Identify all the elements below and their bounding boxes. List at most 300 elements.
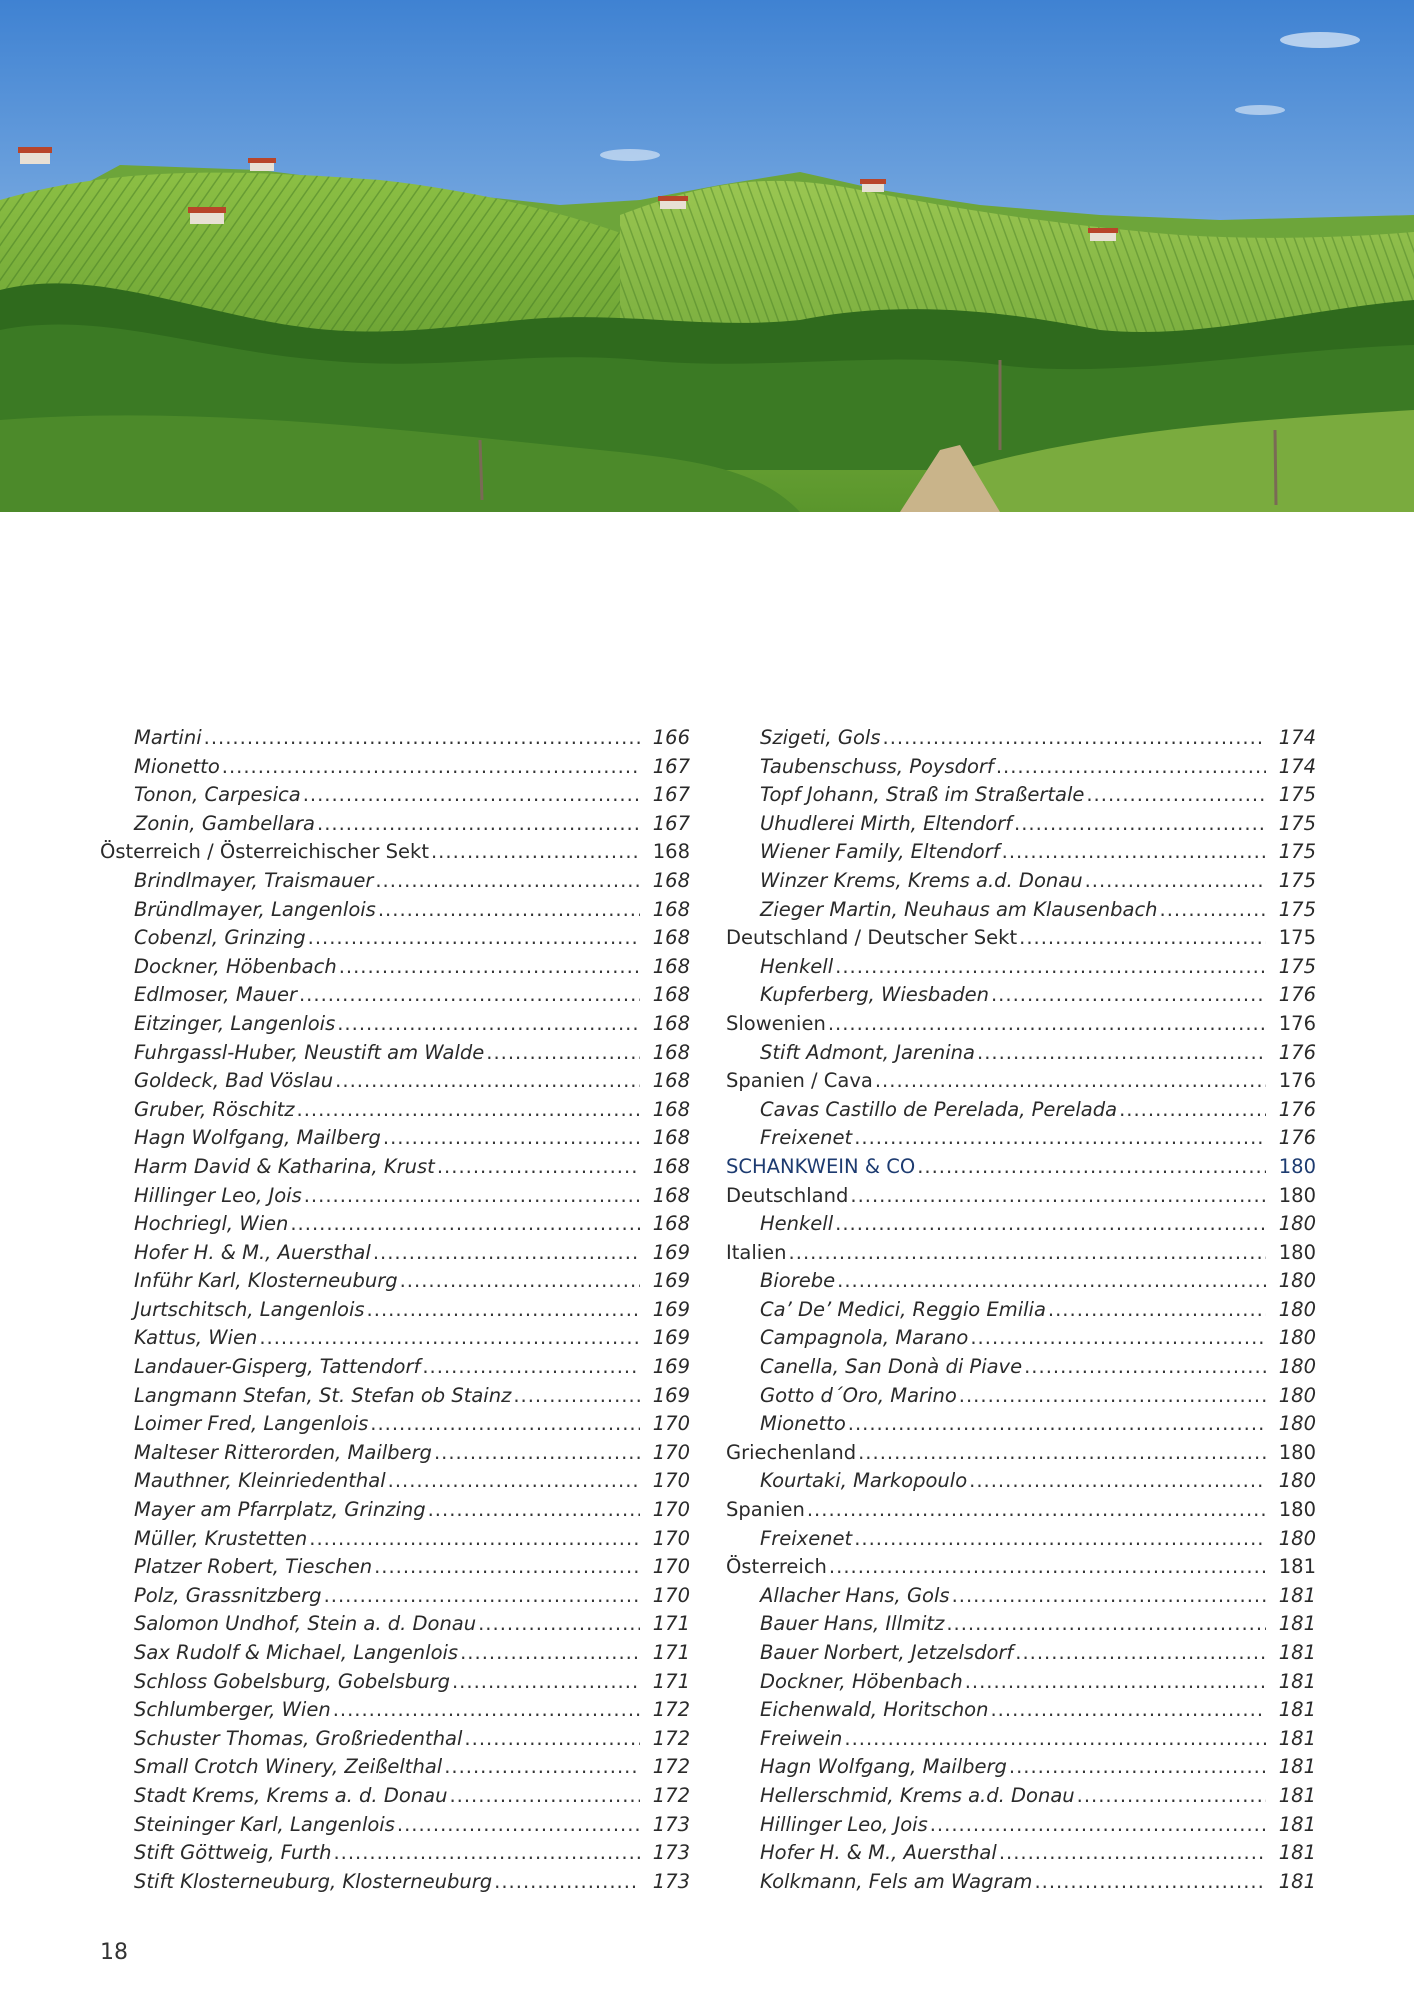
index-entry-page: 168 — [652, 1212, 690, 1236]
index-entry — [100, 1553, 690, 1582]
dot-leader — [324, 1582, 640, 1611]
index-entry — [100, 1811, 690, 1840]
index-entry-page: 167 — [652, 811, 690, 835]
index-entry-page: 176 — [1278, 1126, 1316, 1150]
index-entry — [726, 896, 1316, 925]
dot-leader — [1048, 1296, 1266, 1325]
index-entry-label: Henkell — [760, 1212, 834, 1236]
index-entry-page: 176 — [1278, 1097, 1316, 1121]
index-entry-label: Campagnola, Marano — [760, 1326, 969, 1350]
index-entry — [726, 1296, 1316, 1325]
dot-leader — [222, 753, 640, 782]
index-entry — [100, 867, 690, 896]
dot-leader — [1077, 1782, 1266, 1811]
index-entry-page: 169 — [652, 1240, 690, 1264]
index-entry — [100, 1696, 690, 1725]
index-entry — [100, 1267, 690, 1296]
index-entry-label: Hagn Wolfgang, Mailberg — [134, 1126, 381, 1150]
index-entry-label: Österreich — [726, 1555, 827, 1579]
dot-leader — [848, 1410, 1266, 1439]
index-entry — [100, 1639, 690, 1668]
index-entry-label: SCHANKWEIN & CO — [726, 1154, 916, 1178]
index-entry-page: 168 — [652, 1183, 690, 1207]
index-entry — [100, 1210, 690, 1239]
dot-leader — [1086, 781, 1266, 810]
index-entry — [726, 1525, 1316, 1554]
index-entry-label: Bauer Hans, Illmitz — [760, 1612, 945, 1636]
index-entry — [100, 1782, 690, 1811]
index-column-left — [100, 724, 690, 1896]
dot-leader — [789, 1239, 1266, 1268]
index-entry-page: 180 — [1278, 1469, 1316, 1493]
index-entry-page: 170 — [652, 1583, 690, 1607]
index-entry-label: Goldeck, Bad Vöslau — [134, 1069, 334, 1093]
dot-leader — [1015, 1639, 1266, 1668]
index-entry — [100, 1096, 690, 1125]
index-entry-page: 180 — [1278, 1212, 1316, 1236]
index-entry-label: Zieger Martin, Neuhaus am Klausenbach — [760, 897, 1158, 921]
index-entry-page: 166 — [652, 726, 690, 749]
index-entry-label: Winzer Krems, Krems a.d. Donau — [760, 868, 1083, 892]
dot-leader — [930, 1811, 1266, 1840]
index-entry — [726, 1868, 1316, 1897]
index-entry-label: Freixenet — [760, 1126, 853, 1150]
dot-leader — [383, 1124, 640, 1153]
vineyard-landscape-photo — [0, 0, 1414, 512]
index-entry-page: 169 — [652, 1269, 690, 1293]
index-entry-page: 175 — [1278, 783, 1316, 807]
index-entry-label: Szigeti, Gols — [760, 726, 881, 749]
index-entry-page: 168 — [652, 897, 690, 921]
dot-leader — [375, 867, 640, 896]
dot-leader — [428, 1496, 640, 1525]
dot-leader — [333, 1696, 640, 1725]
index-entry-label: Stift Klosterneuburg, Klosterneuburg — [134, 1869, 493, 1893]
dot-leader — [917, 1153, 1266, 1182]
index-entry-page: 181 — [1278, 1612, 1316, 1636]
index-entry-label: Eichenwald, Horitschon — [760, 1698, 989, 1722]
index-entry-label: Wiener Family, Eltendorf — [760, 840, 1000, 864]
index-entry-page: 180 — [1278, 1183, 1316, 1207]
index-entry-label: Canella, San Donà di Piave — [760, 1355, 1023, 1379]
index-entry — [100, 1410, 690, 1439]
index-entry — [100, 1725, 690, 1754]
index-entry — [100, 953, 690, 982]
index-entry-label: Hillinger Leo, Jois — [760, 1812, 928, 1836]
dot-leader — [437, 1153, 640, 1182]
index-entry-label: Ca’ De’ Medici, Reggio Emilia — [760, 1297, 1046, 1321]
dot-leader — [1085, 867, 1266, 896]
index-entry — [726, 1382, 1316, 1411]
index-entry-page: 171 — [652, 1641, 690, 1664]
index-entry — [726, 1839, 1316, 1868]
dot-leader — [835, 953, 1266, 982]
index-entry — [100, 1839, 690, 1868]
index-entry-page: 170 — [652, 1440, 690, 1464]
index-entry — [100, 1296, 690, 1325]
dot-leader — [858, 1439, 1266, 1468]
index-entry-label: Freixenet — [760, 1526, 853, 1550]
index-entry — [726, 1668, 1316, 1697]
dot-leader — [434, 1439, 640, 1468]
index-entry — [726, 1124, 1316, 1153]
index-entry-page: 168 — [652, 1011, 690, 1035]
dot-leader — [449, 1782, 640, 1811]
index-entry — [726, 924, 1316, 953]
index-entry — [100, 1182, 690, 1211]
index-entry-page: 172 — [652, 1698, 690, 1722]
index-entry — [726, 953, 1316, 982]
index-entry — [726, 753, 1316, 782]
index-entry — [100, 1324, 690, 1353]
index-entry-label: Steininger Karl, Langenlois — [134, 1812, 395, 1836]
index-entry-page: 176 — [1278, 1011, 1316, 1035]
index-entry — [726, 1182, 1316, 1211]
index-entry-page: 168 — [652, 1126, 690, 1150]
index-entry-page: 169 — [652, 1297, 690, 1321]
index-entry — [100, 1868, 690, 1897]
dot-leader — [304, 1182, 640, 1211]
index-entry-page: 181 — [1278, 1669, 1316, 1693]
index-entry-label: Mionetto — [134, 754, 220, 778]
index-entry-page: 175 — [1278, 868, 1316, 892]
index-entry-page: 168 — [652, 1069, 690, 1093]
dot-leader — [374, 1553, 640, 1582]
index-entry-label: Platzer Robert, Tieschen — [134, 1555, 373, 1579]
dot-leader — [388, 1467, 640, 1496]
index-entry — [100, 724, 690, 753]
index-entry-page: 168 — [652, 983, 690, 1007]
index-entry-page: 181 — [1278, 1583, 1316, 1607]
index-entry — [100, 753, 690, 782]
dot-leader — [452, 1668, 640, 1697]
index-entry-label: Schloss Gobelsburg, Gobelsburg — [134, 1669, 450, 1693]
index-entry-page: 180 — [1278, 1498, 1316, 1522]
dot-leader — [1019, 924, 1266, 953]
index-entry — [100, 924, 690, 953]
index-entry-label: Martini — [134, 726, 202, 749]
index-entry — [726, 724, 1316, 753]
index-entry — [100, 1525, 690, 1554]
index-entry — [100, 1382, 690, 1411]
index-entry — [726, 1610, 1316, 1639]
index-entry — [100, 1668, 690, 1697]
index-entry-label: Deutschland — [726, 1183, 849, 1207]
index-entry-label: Hagn Wolfgang, Mailberg — [760, 1755, 1007, 1779]
index-entry-label: Schlumberger, Wien — [134, 1698, 331, 1722]
index-entry-page: 169 — [652, 1326, 690, 1350]
dot-leader — [444, 1753, 640, 1782]
index-entry-page: 181 — [1278, 1641, 1316, 1664]
index-entry-label: Langmann Stefan, St. Stefan ob Stainz — [134, 1383, 512, 1407]
dot-leader — [431, 838, 640, 867]
index-entry-label: Jurtschitsch, Langenlois — [134, 1297, 365, 1321]
index-entry — [100, 810, 690, 839]
dot-leader — [1034, 1868, 1266, 1897]
dot-leader — [959, 1382, 1266, 1411]
index-entry-label: Spanien — [726, 1498, 805, 1522]
index-entry-page: 174 — [1278, 754, 1316, 778]
index-entry — [726, 1782, 1316, 1811]
landscape-illustration — [0, 0, 1414, 512]
index-entry-page: 175 — [1278, 840, 1316, 864]
index-entry-label: Kolkmann, Fels am Wagram — [760, 1869, 1033, 1893]
dot-leader — [303, 781, 640, 810]
index-entry-label: Loimer Fred, Langenlois — [134, 1412, 369, 1436]
index-entry — [100, 1067, 690, 1096]
index-entry-page: 176 — [1278, 1069, 1316, 1093]
index-entry-page: 168 — [652, 926, 690, 950]
index-entry-page: 172 — [652, 1783, 690, 1807]
index-entry — [726, 1096, 1316, 1125]
dot-leader — [952, 1582, 1266, 1611]
index-entry-label: Salomon Undhof, Stein a. d. Donau — [134, 1612, 477, 1636]
index-entry — [726, 1753, 1316, 1782]
index-entry-label: Stift Admont, Jarenina — [760, 1040, 975, 1064]
index-entry-page: 180 — [1278, 1240, 1316, 1264]
index-entry-label: Allacher Hans, Gols — [760, 1583, 950, 1607]
index-entry — [726, 867, 1316, 896]
index-entry-label: Malteser Ritterorden, Mailberg — [134, 1440, 432, 1464]
dot-leader — [1002, 838, 1266, 867]
dot-leader — [422, 1353, 640, 1382]
index-entry-page: 171 — [652, 1669, 690, 1693]
index-entry — [100, 1010, 690, 1039]
index-entry-label: Slowenien — [726, 1011, 826, 1035]
index-entry-page: 173 — [652, 1841, 690, 1865]
index-entry — [726, 1811, 1316, 1840]
dot-leader — [308, 924, 640, 953]
index-entry-label: Polz, Grassnitzberg — [134, 1583, 322, 1607]
index-entry — [726, 1553, 1316, 1582]
dot-leader — [969, 1467, 1266, 1496]
index-entry-page: 175 — [1278, 926, 1316, 950]
dot-leader — [373, 1239, 640, 1268]
index-entry — [100, 981, 690, 1010]
index-entry — [726, 1324, 1316, 1353]
index-entry-page: 181 — [1278, 1812, 1316, 1836]
index-entry-page: 180 — [1278, 1297, 1316, 1321]
index-entry-page: 175 — [1278, 811, 1316, 835]
dot-leader — [970, 1324, 1266, 1353]
index-entry-page: 173 — [652, 1869, 690, 1893]
index-entry — [100, 1496, 690, 1525]
index-entry-label: Brindlmayer, Traismauer — [134, 868, 374, 892]
index-entry — [100, 1753, 690, 1782]
index-entry-page: 181 — [1278, 1726, 1316, 1750]
dot-leader — [837, 1267, 1266, 1296]
index-entry-page: 180 — [1278, 1440, 1316, 1464]
index-entry-page: 181 — [1278, 1783, 1316, 1807]
dot-leader — [204, 724, 640, 753]
index-entry-label: Schuster Thomas, Großriedenthal — [134, 1726, 463, 1750]
index-entry-page: 175 — [1278, 954, 1316, 978]
index-entry-page: 180 — [1278, 1383, 1316, 1407]
index-entry-label: Gruber, Röschitz — [134, 1097, 295, 1121]
index-entry-page: 171 — [652, 1612, 690, 1636]
index-entry — [726, 1039, 1316, 1068]
dot-leader — [946, 1610, 1266, 1639]
index-entry-page: 172 — [652, 1755, 690, 1779]
index-entry-page: 168 — [652, 1154, 690, 1178]
index-entry-page: 170 — [652, 1555, 690, 1579]
index-entry-page: 176 — [1278, 1040, 1316, 1064]
index-entry-page: 181 — [1278, 1555, 1316, 1579]
index-entry-label: Dockner, Höbenbach — [760, 1669, 963, 1693]
index-entry-label: Henkell — [760, 954, 834, 978]
index-entry-label: Sax Rudolf & Michael, Langenlois — [134, 1641, 459, 1664]
index-entry-label: Stift Göttweig, Furth — [134, 1841, 332, 1865]
index-entry — [100, 1610, 690, 1639]
index-entry-label: Gotto d´Oro, Marino — [760, 1383, 957, 1407]
index-entry-page: 172 — [652, 1726, 690, 1750]
index-column-right — [726, 724, 1316, 1896]
dot-leader — [299, 981, 640, 1010]
dot-leader — [397, 1811, 640, 1840]
dot-leader — [317, 810, 640, 839]
index-entry-page: 180 — [1278, 1355, 1316, 1379]
index-entry-label: Uhudlerei Mirth, Eltendorf — [760, 811, 1013, 835]
index-entry-page: 180 — [1278, 1154, 1316, 1178]
index-entry — [100, 1467, 690, 1496]
dot-leader — [990, 1696, 1266, 1725]
dot-leader — [999, 1839, 1266, 1868]
index-entry — [100, 1039, 690, 1068]
dot-leader — [977, 1039, 1266, 1068]
index-entry — [100, 838, 690, 867]
index-entry-page: 180 — [1278, 1526, 1316, 1550]
index-entry-label: Inführ Karl, Klosterneuburg — [134, 1269, 398, 1293]
dot-leader — [378, 896, 640, 925]
dot-leader — [883, 724, 1267, 753]
index-entry — [100, 1439, 690, 1468]
index-entry-page: 170 — [652, 1412, 690, 1436]
index-entry — [726, 1067, 1316, 1096]
index-entry-label: Hofer H. & M., Auersthal — [134, 1240, 371, 1264]
dot-leader — [854, 1525, 1266, 1554]
index-entry — [100, 1124, 690, 1153]
index-entry-label: Bründlmayer, Langenlois — [134, 897, 376, 921]
dot-leader — [478, 1610, 640, 1639]
dot-leader — [460, 1639, 640, 1668]
index-entry — [726, 1267, 1316, 1296]
dot-leader — [333, 1839, 640, 1868]
index-entry-page: 168 — [652, 1040, 690, 1064]
index-entry — [726, 1439, 1316, 1468]
index-entry-page: 168 — [652, 868, 690, 892]
index-entry-label: Small Crotch Winery, Zeißelthal — [134, 1755, 443, 1779]
index-entry-page: 180 — [1278, 1412, 1316, 1436]
index-entry-label: Kupferberg, Wiesbaden — [760, 983, 989, 1007]
dot-leader — [370, 1410, 640, 1439]
index-entry-label: Mionetto — [760, 1412, 846, 1436]
dot-leader — [339, 953, 640, 982]
dot-leader — [335, 1067, 640, 1096]
index-entry-page: 168 — [652, 1097, 690, 1121]
index-entry-page: 180 — [1278, 1326, 1316, 1350]
index-entry-page: 170 — [652, 1469, 690, 1493]
dot-leader — [828, 1010, 1266, 1039]
index-entry-page: 167 — [652, 754, 690, 778]
index-entry-page: 170 — [652, 1498, 690, 1522]
dot-leader — [494, 1868, 640, 1897]
index-entry-label: Taubenschuss, Poysdorf — [760, 754, 994, 778]
index-entry-label: Eitzinger, Langenlois — [134, 1011, 336, 1035]
index-entry-label: Italien — [726, 1240, 787, 1264]
index-entry-label: Mauthner, Kleinriedenthal — [134, 1469, 386, 1493]
index-entry — [726, 1582, 1316, 1611]
index-entry-label: Hellerschmid, Krems a.d. Donau — [760, 1783, 1075, 1807]
index-entry-label: Österreich / Österreichischer Sekt — [100, 840, 429, 864]
index-entry-page: 175 — [1278, 897, 1316, 921]
dot-leader — [464, 1725, 640, 1754]
index-entry-label: Kourtaki, Markopoulo — [760, 1469, 968, 1493]
index-entry-label: Harm David & Katharina, Krust — [134, 1154, 435, 1178]
index-entry-label: Cobenzl, Grinzing — [134, 926, 306, 950]
index-entry-page: 169 — [652, 1355, 690, 1379]
dot-leader — [844, 1725, 1266, 1754]
index-entry-page: 170 — [652, 1526, 690, 1550]
index-entry — [726, 1153, 1316, 1182]
index-entry-label: Dockner, Höbenbach — [134, 954, 337, 978]
index-entry — [100, 781, 690, 810]
index-entry-label: Hillinger Leo, Jois — [134, 1183, 302, 1207]
index-entry — [726, 1239, 1316, 1268]
dot-leader — [1024, 1353, 1266, 1382]
index-entry — [726, 1467, 1316, 1496]
index-entry — [100, 1239, 690, 1268]
index-entry-page: 181 — [1278, 1869, 1316, 1893]
index-entry-page: 181 — [1278, 1698, 1316, 1722]
dot-leader — [367, 1296, 640, 1325]
index-entry-label: Biorebe — [760, 1269, 836, 1293]
index-entry-page: 169 — [652, 1383, 690, 1407]
dot-leader — [297, 1096, 640, 1125]
index-entry — [726, 1725, 1316, 1754]
index-entry-label: Kattus, Wien — [134, 1326, 258, 1350]
index-entry — [726, 838, 1316, 867]
dot-leader — [337, 1010, 640, 1039]
dot-leader — [513, 1382, 640, 1411]
index-entry-page: 180 — [1278, 1269, 1316, 1293]
dot-leader — [1014, 810, 1266, 839]
index-entry-label: Fuhrgassl-Huber, Neustift am Walde — [134, 1040, 485, 1064]
page-number: 18 — [100, 1940, 128, 1965]
index-entry-label: Mayer am Pfarrplatz, Grinzing — [134, 1498, 426, 1522]
index-entry-label: Tonon, Carpesica — [134, 783, 301, 807]
index-entry-label: Topf Johann, Straß im Straßertale — [760, 783, 1085, 807]
dot-leader — [309, 1525, 640, 1554]
index-entry — [726, 1639, 1316, 1668]
index-entry-label: Bauer Norbert, Jetzelsdorf — [760, 1641, 1014, 1664]
index-entry-page: 167 — [652, 783, 690, 807]
index-entry — [726, 810, 1316, 839]
index-entry-page: 173 — [652, 1812, 690, 1836]
dot-leader — [400, 1267, 640, 1296]
index-entry — [726, 981, 1316, 1010]
dot-leader — [290, 1210, 640, 1239]
index-entry-label: Griechenland — [726, 1440, 857, 1464]
index-entry — [726, 1210, 1316, 1239]
dot-leader — [807, 1496, 1266, 1525]
dot-leader — [835, 1210, 1266, 1239]
index-entry — [100, 1153, 690, 1182]
index-entry-label: Zonin, Gambellara — [134, 811, 316, 835]
index-entry-label: Hochriegl, Wien — [134, 1212, 289, 1236]
index-entry — [726, 1353, 1316, 1382]
index-entry-label: Spanien / Cava — [726, 1069, 873, 1093]
index-entry — [100, 896, 690, 925]
